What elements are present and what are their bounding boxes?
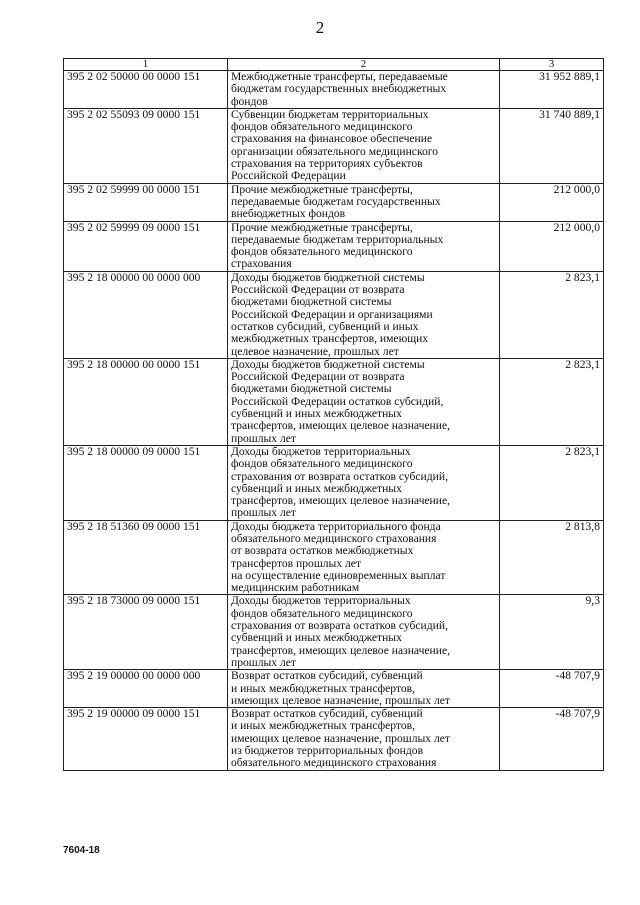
budget-code-cell: 395 2 02 50000 00 0000 151 bbox=[64, 71, 228, 109]
table-row bbox=[64, 358, 604, 445]
table-row bbox=[64, 71, 604, 109]
budget-amount-cell: 9,3 bbox=[500, 595, 604, 670]
budget-code-cell: 395 2 19 00000 09 0000 151 bbox=[64, 708, 228, 770]
budget-amount-cell: 2 823,1 bbox=[500, 271, 604, 358]
budget-code-cell: 395 2 18 00000 09 0000 151 bbox=[64, 445, 228, 520]
budget-name-cell: Субвенции бюджетам территориальных фондов обязательного медицинского страхования на финансовое обеспечение организации обязательного медицинского страхования на территориях субъектов Российской Федерации bbox=[228, 108, 500, 183]
table-row bbox=[64, 445, 604, 520]
table-row bbox=[64, 595, 604, 670]
table-row bbox=[64, 108, 604, 183]
budget-code-cell: 395 2 18 51360 09 0000 151 bbox=[64, 520, 228, 595]
table-row bbox=[64, 708, 604, 770]
budget-amount-cell: 2 823,1 bbox=[500, 445, 604, 520]
column-header-code: 1 bbox=[64, 59, 228, 71]
budget-name-cell: Прочие межбюджетные трансферты, передаваемые бюджетам территориальных фондов обязательного медицинского страхования bbox=[228, 221, 500, 271]
budget-amount-cell: -48 707,9 bbox=[500, 670, 604, 708]
budget-name-cell: Прочие межбюджетные трансферты, передаваемые бюджетам государственных внебюджетных фондов bbox=[228, 183, 500, 221]
budget-amount-cell: -48 707,9 bbox=[500, 708, 604, 770]
budget-name-cell: Доходы бюджета территориального фонда обязательного медицинского страхования от возврата остатков межбюджетных трансфертов прошлых лет на осуществление единовременных выплат медицинским работникам bbox=[228, 520, 500, 595]
page-number: 2 bbox=[315, 18, 325, 37]
budget-code-cell: 395 2 18 00000 00 0000 151 bbox=[64, 358, 228, 445]
budget-code-cell: 395 2 02 55093 09 0000 151 bbox=[64, 108, 228, 183]
budget-name-cell: Доходы бюджетов территориальных фондов обязательного медицинского страхования от возврата остатков субсидий, субвенций и иных межбюджетных трансфертов, имеющих целевое назначение, прошлых лет bbox=[228, 445, 500, 520]
budget-name-cell: Возврат остатков субсидий, субвенций и иных межбюджетных трансфертов, имеющих целевое назначение, прошлых лет из бюджетов территориальных фондов обязательного медицинского страхования bbox=[228, 708, 500, 770]
budget-name-cell: Межбюджетные трансферты, передаваемые бюджетам государственных внебюджетных фондов bbox=[228, 71, 500, 109]
table-row bbox=[64, 520, 604, 595]
budget-code-cell: 395 2 18 73000 09 0000 151 bbox=[64, 595, 228, 670]
table-row bbox=[64, 183, 604, 221]
budget-amount-cell: 31 740 889,1 bbox=[500, 108, 604, 183]
budget-amount-cell: 2 823,1 bbox=[500, 358, 604, 445]
budget-code-cell: 395 2 18 00000 00 0000 000 bbox=[64, 271, 228, 358]
table-header-row bbox=[64, 59, 604, 71]
budget-amount-cell: 212 000,0 bbox=[500, 221, 604, 271]
table-row bbox=[64, 670, 604, 708]
column-header-amount: 3 bbox=[500, 59, 604, 71]
budget-amount-cell: 212 000,0 bbox=[500, 183, 604, 221]
table-row bbox=[64, 271, 604, 358]
budget-revenue-table bbox=[63, 58, 604, 771]
budget-name-cell: Доходы бюджетов бюджетной системы Российской Федерации от возврата бюджетами бюджетной системы Российской Федерации и организациями остатков субсидий, субвенций и иных межбюджетных трансфертов, имеющих целевое назначение, прошлых лет bbox=[228, 271, 500, 358]
document-footer-code: 7604-18 bbox=[63, 845, 100, 856]
table-row bbox=[64, 221, 604, 271]
budget-code-cell: 395 2 19 00000 00 0000 000 bbox=[64, 670, 228, 708]
budget-name-cell: Доходы бюджетов территориальных фондов обязательного медицинского страхования от возврата остатков субсидий, субвенций и иных межбюджетных трансфертов, имеющих целевое назначение, прошлых лет bbox=[228, 595, 500, 670]
budget-name-cell: Доходы бюджетов бюджетной системы Российской Федерации от возврата бюджетами бюджетной системы Российской Федерации остатков субсидий, субвенций и иных межбюджетных трансфертов, имеющих целевое назначение, прошлых лет bbox=[228, 358, 500, 445]
column-header-name: 2 bbox=[228, 59, 500, 71]
budget-name-cell: Возврат остатков субсидий, субвенций и иных межбюджетных трансфертов, имеющих целевое назначение, прошлых лет bbox=[228, 670, 500, 708]
budget-code-cell: 395 2 02 59999 00 0000 151 bbox=[64, 183, 228, 221]
budget-code-cell: 395 2 02 59999 09 0000 151 bbox=[64, 221, 228, 271]
budget-amount-cell: 2 813,8 bbox=[500, 520, 604, 595]
budget-amount-cell: 31 952 889,1 bbox=[500, 71, 604, 109]
